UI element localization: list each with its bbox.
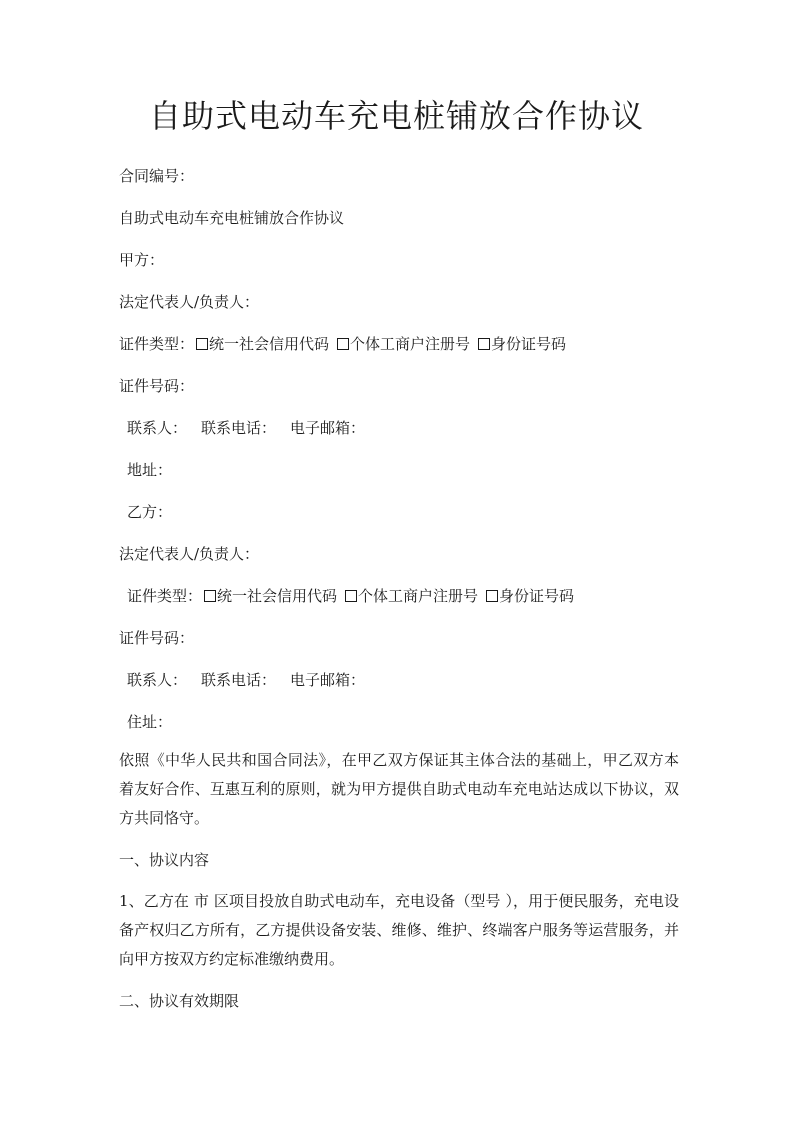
party-a-phone-label: 联系电话： <box>201 419 277 437</box>
party-a-id-number-label: 证件号码： <box>119 377 195 395</box>
checkbox-icon[interactable] <box>196 338 208 350</box>
id-type-option: 个体工商户注册号 <box>343 587 478 605</box>
party-b-legal-rep-label: 法定代表人/负责人： <box>119 545 260 563</box>
party-b-contact-row <box>127 670 365 690</box>
party-a-label: 甲方： <box>119 251 165 269</box>
party-a-contact-row <box>127 418 365 438</box>
id-type-option: 统一社会信用代码 <box>194 335 329 353</box>
id-type-option: 身份证号码 <box>484 587 574 605</box>
checkbox-icon[interactable] <box>486 590 498 602</box>
party-b-phone-label: 联系电话： <box>201 671 277 689</box>
id-type-option: 身份证号码 <box>476 335 566 353</box>
section-2-heading: 二、协议有效期限 <box>119 992 240 1010</box>
party-b-id-type-label: 证件类型： <box>127 587 203 605</box>
id-type-option: 统一社会信用代码 <box>202 587 337 605</box>
id-type-option: 个体工商户注册号 <box>335 335 470 353</box>
checkbox-icon[interactable] <box>478 338 490 350</box>
checkbox-icon[interactable] <box>204 590 216 602</box>
preamble-paragraph: 依照《中华人民共和国合同法》，在甲乙双方保证其主体合法的基础上，甲乙双方本着友好合作、互惠互利的原则，就为甲方提供自助式电动车充电站达成以下协议，双方共同恪守。 <box>119 751 679 827</box>
party-a-id-type-row <box>119 334 566 354</box>
party-a-email-label: 电子邮箱： <box>290 419 366 437</box>
party-b-id-type-row <box>127 586 574 606</box>
party-b-id-number-label: 证件号码： <box>119 629 195 647</box>
party-b-label: 乙方： <box>127 503 173 521</box>
clause-1-paragraph: 1、乙方在 市 区项目投放自助式电动车，充电设备（型号 ），用于便民服务，充电设备产权归乙方所有，乙方提供设备安装、维修、维护、终端客户服务等运营服务，并向甲方按双方约定标准缴纳费用。 <box>119 892 679 968</box>
document-title: 自助式电动车充电桩铺放合作协议 <box>148 97 644 135</box>
party-b-email-label: 电子邮箱： <box>290 671 366 689</box>
party-a-contact-label: 联系人： <box>127 419 188 437</box>
contract-number-label: 合同编号： <box>119 167 195 185</box>
party-a-id-type-label: 证件类型： <box>119 335 195 353</box>
party-a-address-label: 地址： <box>127 461 173 479</box>
party-a-legal-rep-label: 法定代表人/负责人： <box>119 293 260 311</box>
checkbox-icon[interactable] <box>337 338 349 350</box>
party-b-address-label: 住址： <box>127 713 173 731</box>
checkbox-icon[interactable] <box>345 590 357 602</box>
party-b-contact-label: 联系人： <box>127 671 188 689</box>
document-subtitle: 自助式电动车充电桩铺放合作协议 <box>119 209 345 227</box>
section-1-heading: 一、协议内容 <box>119 851 210 869</box>
